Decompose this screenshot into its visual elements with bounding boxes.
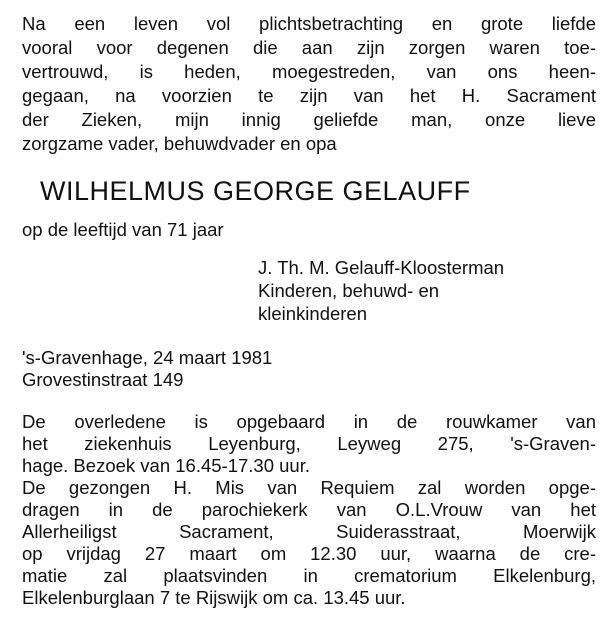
intro-line: vooral voor degenen die aan zijn zorgen waren toe-: [22, 37, 596, 58]
notice-line: De overledene is opgebaard in de rouwkamer van: [22, 411, 596, 432]
notice-line: hage. Bezoek van 16.45-17.30 uur.: [22, 455, 310, 476]
signer-line: Kinderen, behuwd- en: [258, 280, 440, 301]
notice-line: matie zal plaatsvinden in crematorium Elkelenburg,: [22, 565, 596, 586]
home-address: Grovestinstraat 149: [22, 369, 184, 390]
notice-line: op vrijdag 27 maart om 12.30 uur, waarna de cre-: [22, 543, 596, 564]
notice-line: het ziekenhuis Leyenburg, Leyweg 275, 's-Graven-: [22, 433, 596, 454]
notice-line: Elkelenburglaan 7 te Rijswijk om ca. 13.45 uur.: [22, 587, 406, 608]
intro-line: Na een leven vol plichtsbetrachting en grote liefde: [22, 13, 596, 34]
signer-line: J. Th. M. Gelauff-Kloosterman: [258, 257, 505, 278]
notice-line: dragen in de parochiekerk van O.L.Vrouw van het: [22, 499, 596, 520]
intro-line: der Zieken, mijn innig geliefde man, onze lieve: [22, 109, 596, 130]
intro-line: zorgzame vader, behuwdvader en opa: [22, 133, 337, 154]
intro-line: vertrouwd, is heden, moegestreden, van ons heen-: [22, 61, 596, 82]
city-date: 's-Gravenhage, 24 maart 1981: [22, 347, 273, 368]
signers-block: [258, 256, 596, 325]
age-line: op de leeftijd van 71 jaar: [22, 219, 224, 240]
notice-line: De gezongen H. Mis van Requiem zal worden opge-: [22, 477, 596, 498]
intro-paragraph: [22, 12, 596, 156]
place-date-block: [22, 347, 596, 391]
intro-line: gegaan, na voorzien te zijn van het H. Sacrament: [22, 85, 596, 106]
funeral-details: [22, 411, 596, 609]
notice-line: Allerheiligst Sacrament, Suiderasstraat, Moerwijk: [22, 521, 596, 542]
signer-line: kleinkinderen: [258, 303, 368, 324]
deceased-name: WILHELMUS GEORGE GELAUFF: [40, 176, 471, 206]
